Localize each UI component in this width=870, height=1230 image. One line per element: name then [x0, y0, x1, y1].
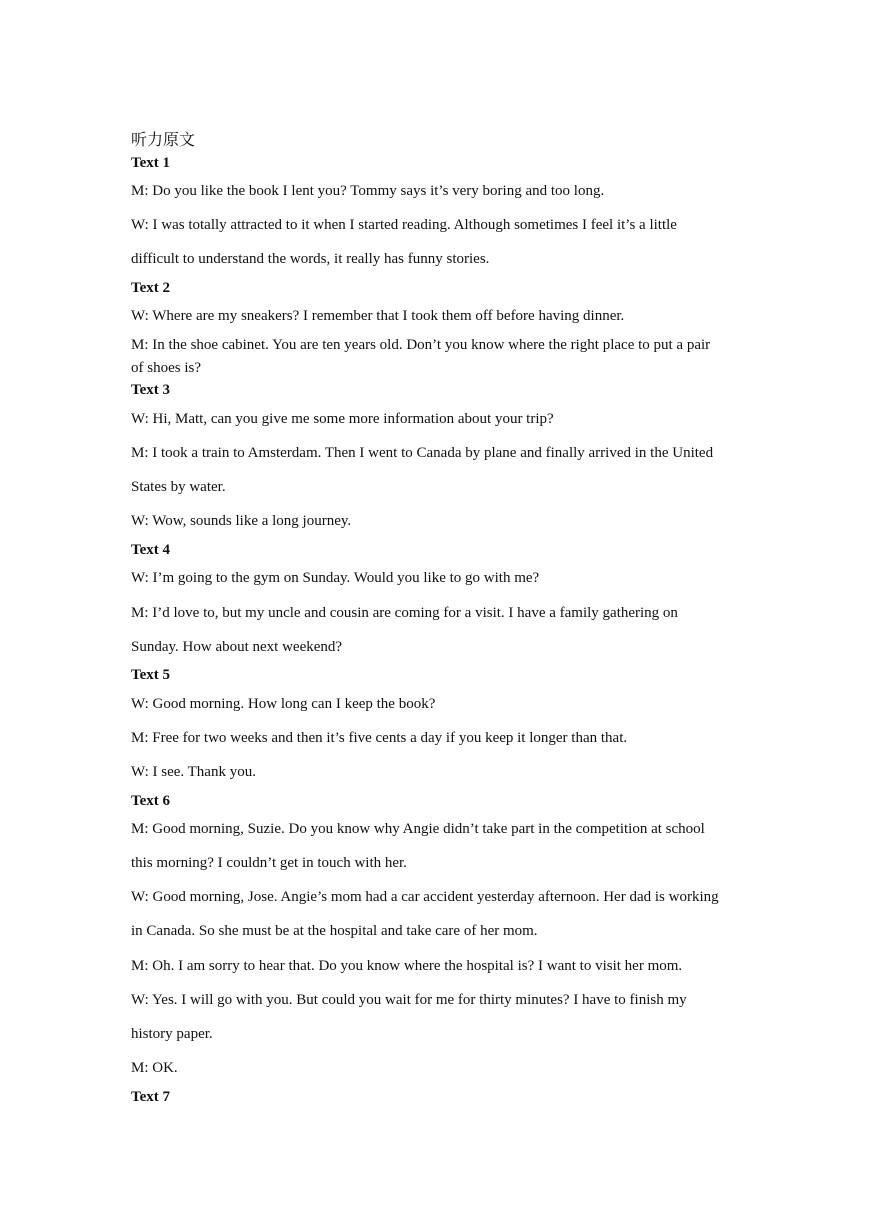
text-4-line-3: Sunday. How about next weekend? — [131, 639, 343, 655]
text-3-line-3: States by water. — [131, 479, 226, 495]
text-2-line-1: W: Where are my sneakers? I remember that I took them off before having dinner. — [131, 308, 625, 324]
text-7-label: Text 7 — [131, 1089, 171, 1105]
text-4-line-1: W: I’m going to the gym on Sunday. Would you like to go with me? — [131, 570, 540, 586]
text-3-line-4: W: Wow, sounds like a long journey. — [131, 513, 352, 529]
text-2-line-2: M: In the shoe cabinet. You are ten years old. Don’t you know where the right place to put a pair — [131, 337, 711, 353]
document-heading: 听力原文 — [131, 130, 196, 149]
text-3-line-2: M: I took a train to Amsterdam. Then I went to Canada by plane and finally arrived in the United — [131, 445, 714, 461]
text-3-line-1: W: Hi, Matt, can you give me some more information about your trip? — [131, 411, 554, 427]
text-5-label: Text 5 — [131, 667, 171, 683]
text-4-label: Text 4 — [131, 542, 171, 558]
text-3-label: Text 3 — [131, 382, 171, 398]
text-2-label: Text 2 — [131, 280, 171, 296]
text-6-label: Text 6 — [131, 793, 171, 809]
text-1-line-2: W: I was totally attracted to it when I started reading. Although sometimes I feel it’s a little — [131, 217, 677, 233]
text-5-line-3: W: I see. Thank you. — [131, 764, 256, 780]
text-2-line-3: of shoes is? — [131, 360, 201, 376]
text-6-line-4: in Canada. So she must be at the hospital and take care of her mom. — [131, 923, 538, 939]
text-6-line-5: M: Oh. I am sorry to hear that. Do you know where the hospital is? I want to visit her mom. — [131, 958, 683, 974]
text-1-line-3: difficult to understand the words, it really has funny stories. — [131, 251, 490, 267]
text-5-line-1: W: Good morning. How long can I keep the book? — [131, 696, 436, 712]
text-1-label: Text 1 — [131, 155, 171, 171]
text-6-line-7: history paper. — [131, 1026, 213, 1042]
text-6-line-3: W: Good morning, Jose. Angie’s mom had a car accident yesterday afternoon. Her dad is working — [131, 889, 719, 905]
text-5-line-2: M: Free for two weeks and then it’s five cents a day if you keep it longer than that. — [131, 730, 628, 746]
text-6-line-1: M: Good morning, Suzie. Do you know why Angie didn’t take part in the competition at school — [131, 821, 705, 837]
text-6-line-6: W: Yes. I will go with you. But could you wait for me for thirty minutes? I have to finish my — [131, 992, 687, 1008]
text-6-line-2: this morning? I couldn’t get in touch with her. — [131, 855, 407, 871]
text-6-line-8: M: OK. — [131, 1060, 178, 1076]
text-1-line-1: M: Do you like the book I lent you? Tommy says it’s very boring and too long. — [131, 183, 605, 199]
text-4-line-2: M: I’d love to, but my uncle and cousin are coming for a visit. I have a family gathering on — [131, 605, 678, 621]
